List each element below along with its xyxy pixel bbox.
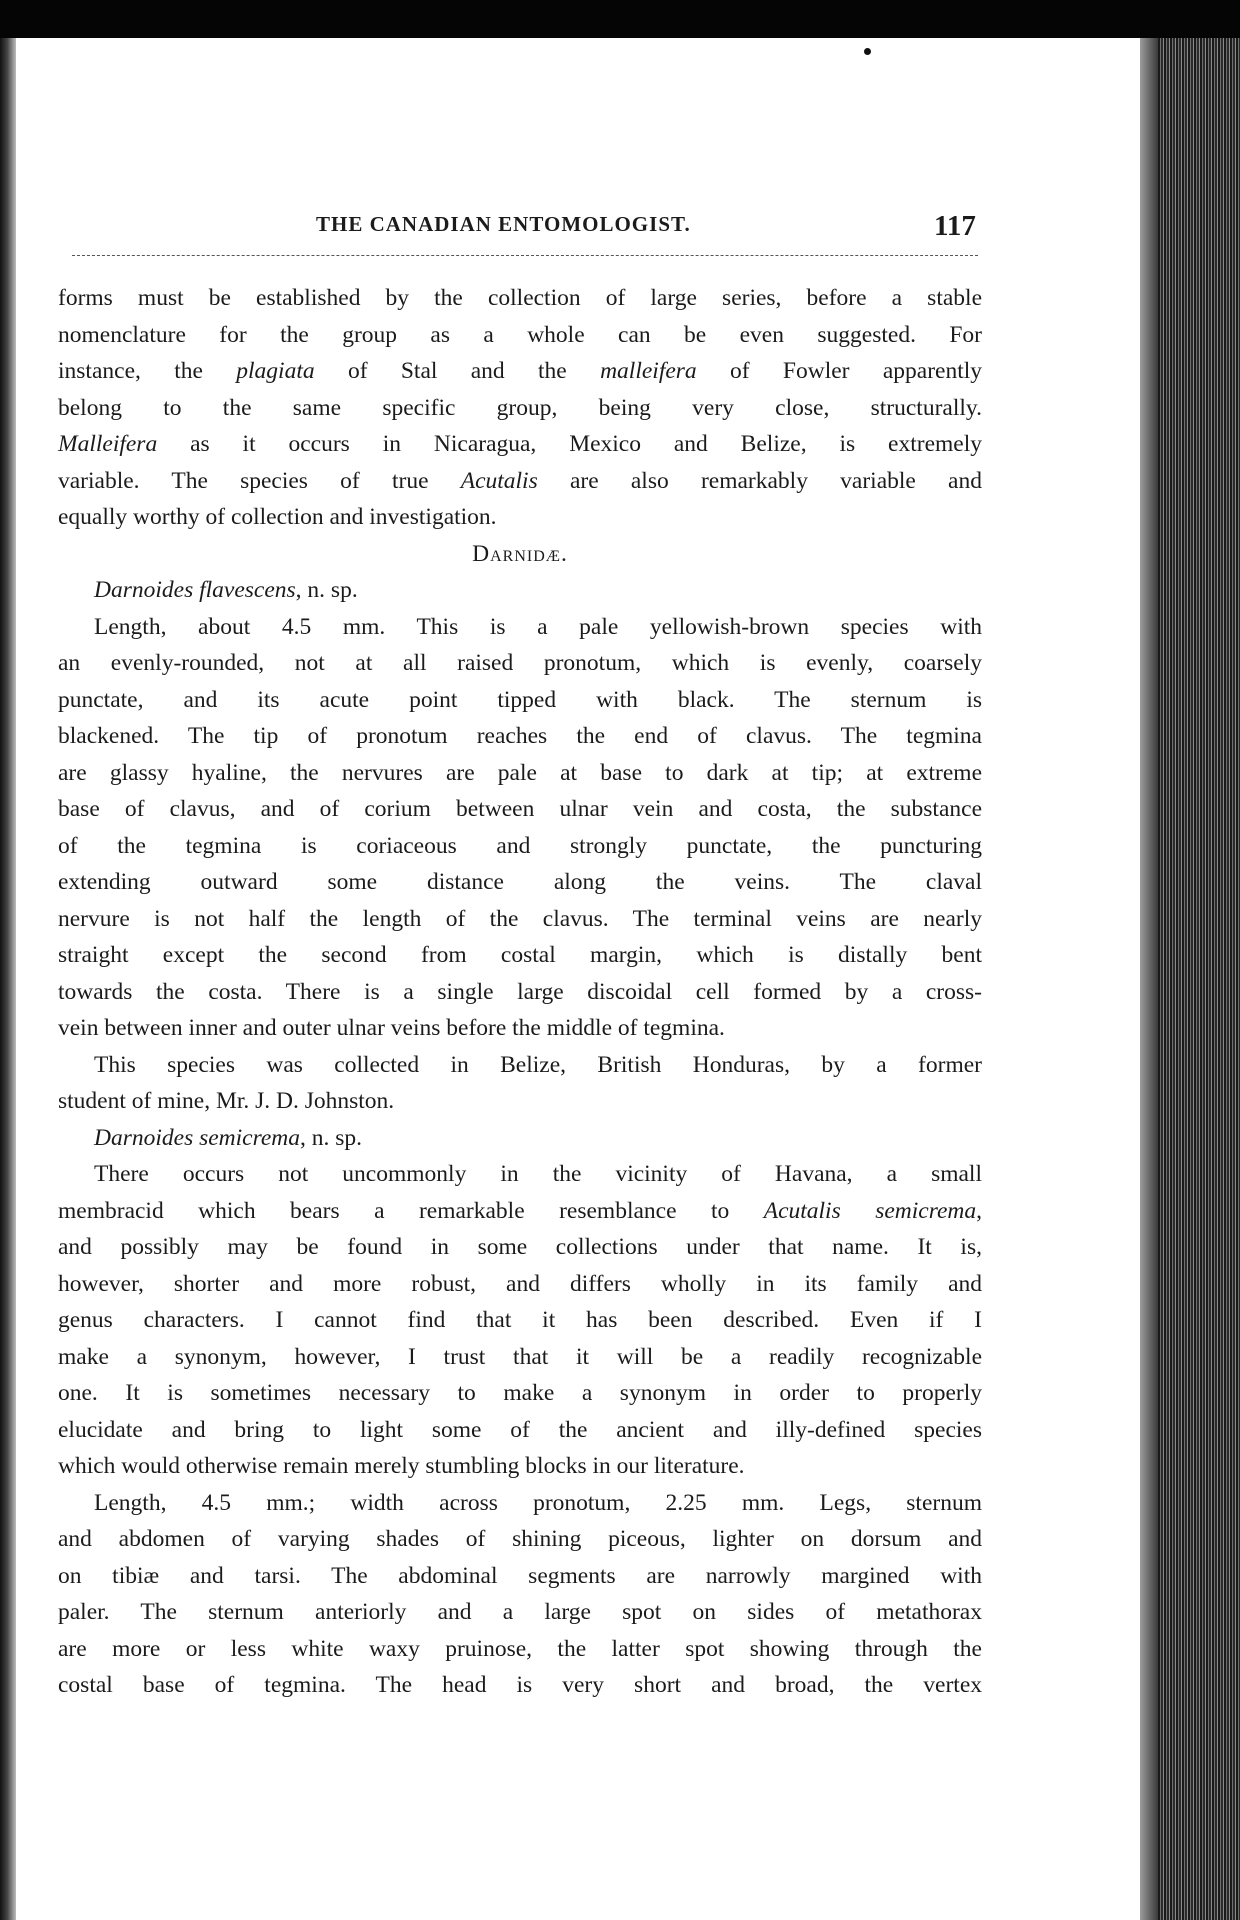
text-line: are glassy hyaline, the nervures are pale at base to dark at tip; at extreme	[58, 759, 982, 786]
text-line: variable. The species of true Acutalis are also remarkably variable and	[58, 467, 982, 494]
text-line: vein between inner and outer ulnar veins before the middle of tegmina.	[58, 1015, 725, 1041]
text-line: Length, about 4.5 mm. This is a pale yellowish-brown species with	[94, 613, 982, 640]
text-line: nervure is not half the length of the clavus. The terminal veins are nearly	[58, 905, 982, 932]
text-line: student of mine, Mr. J. D. Johnston.	[58, 1088, 395, 1114]
text-line: equally worthy of collection and investigation.	[58, 504, 497, 530]
text-line: instance, the plagiata of Stal and the malleifera of Fowler apparently	[58, 358, 983, 384]
scan-left-border	[0, 38, 16, 1920]
text-line: are more or less white waxy pruinose, the latter spot showing through the	[58, 1635, 982, 1662]
page-body	[58, 280, 982, 1704]
text-line: paler. The sternum anteriorly and a large spot on sides of metathorax	[58, 1599, 982, 1625]
text-line: base of clavus, and of corium between ulnar vein and costa, the substance	[58, 796, 982, 822]
text-line: membracid which bears a remarkable resemblance to Acutalis semicrema,	[58, 1197, 982, 1224]
text-line: nomenclature for the group as a whole can be even suggested. For	[58, 321, 982, 348]
text-line: belong to the same specific group, being very close, structurally.	[58, 394, 982, 421]
text-line: an evenly-rounded, not at all raised pronotum, which is evenly, coarsely	[58, 650, 982, 676]
species-heading: Darnoides semicrema, n. sp.	[94, 1124, 363, 1151]
text-line: straight except the second from costal margin, which is distally bent	[58, 942, 982, 968]
text-line: forms must be established by the collection of large series, before a stable	[58, 285, 982, 311]
text-line: This species was collected in Belize, British Honduras, by a former	[94, 1051, 982, 1078]
text-line: Length, 4.5 mm.; width across pronotum, 2.25 mm. Legs, sternum	[94, 1489, 982, 1516]
text-line: genus characters. I cannot find that it has been described. Even if I	[58, 1307, 982, 1333]
text-line: one. It is sometimes necessary to make a synonym in order to properly	[58, 1380, 982, 1406]
text-line: of the tegmina is coriaceous and strongly punctate, the puncturing	[58, 832, 982, 859]
text-line: however, shorter and more robust, and differs wholly in its family and	[58, 1270, 982, 1297]
scan-speck	[864, 48, 871, 55]
text-line: punctate, and its acute point tipped with black. The sternum is	[58, 686, 982, 713]
text-line: on tibiæ and tarsi. The abdominal segments are narrowly margined with	[58, 1562, 982, 1589]
section-heading: Darnidæ.	[472, 540, 568, 567]
book-edge-shadow	[1140, 38, 1158, 1920]
text-line: which would otherwise remain merely stumbling blocks in our literature.	[58, 1453, 745, 1479]
text-line: and possibly may be found in some collections under that name. It is,	[58, 1234, 982, 1260]
text-line: costal base of tegmina. The head is very short and broad, the vertex	[58, 1672, 982, 1698]
text-line: Malleifera as it occurs in Nicaragua, Mexico and Belize, is extremely	[58, 431, 982, 457]
text-line: blackened. The tip of pronotum reaches the end of clavus. The tegmina	[58, 723, 982, 749]
text-line: towards the costa. There is a single large discoidal cell formed by a cross-	[58, 978, 982, 1005]
page-number: 117	[934, 210, 976, 242]
text-line: and abdomen of varying shades of shining piceous, lighter on dorsum and	[58, 1526, 982, 1552]
text-line: elucidate and bring to light some of the ancient and illy-defined species	[58, 1416, 982, 1443]
species-name: Darnoides flavescens	[94, 577, 296, 603]
species-name: Darnoides semicrema	[94, 1124, 301, 1151]
scan-top-border	[0, 0, 1240, 38]
text-line: extending outward some distance along the veins. The claval	[58, 869, 982, 895]
header-rule	[72, 255, 978, 256]
text-line: make a synonym, however, I trust that it will be a readily recognizable	[58, 1343, 982, 1370]
species-heading: Darnoides flavescens, n. sp.	[94, 577, 358, 603]
text-line: There occurs not uncommonly in the vicinity of Havana, a small	[94, 1161, 982, 1187]
running-head: THE CANADIAN ENTOMOLOGIST.	[316, 212, 691, 236]
